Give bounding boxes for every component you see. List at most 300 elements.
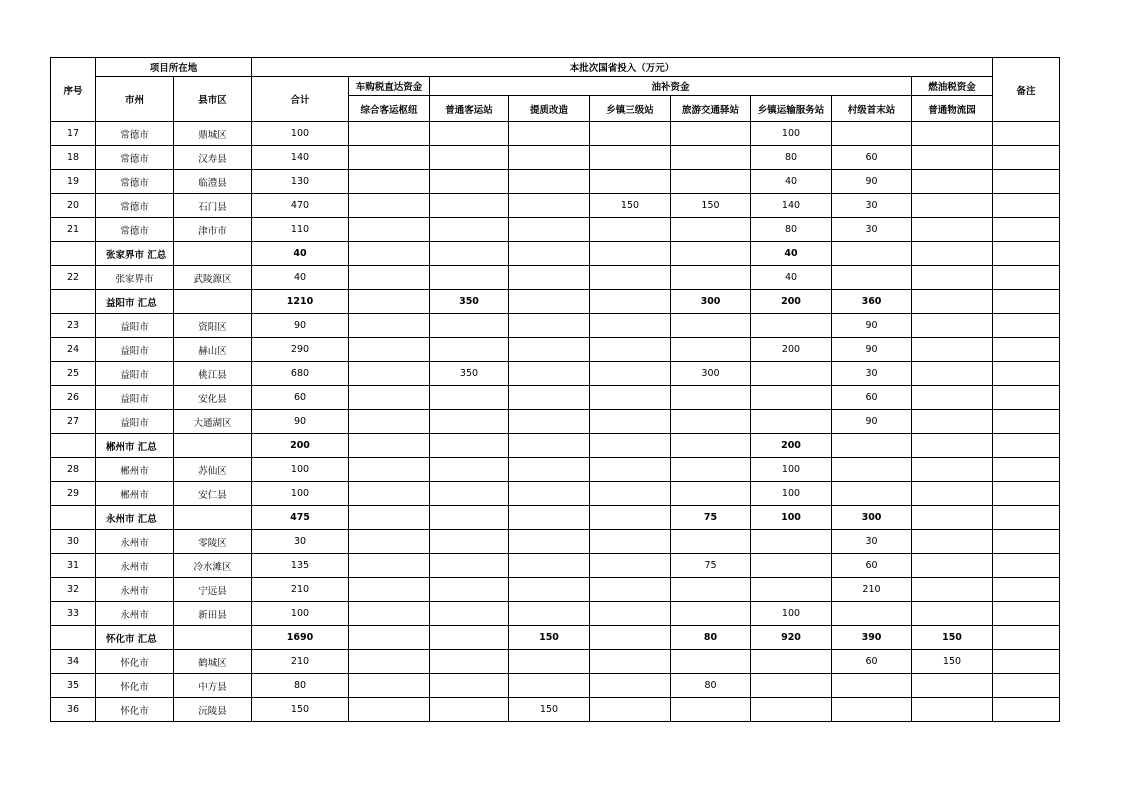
table-cell: [912, 266, 993, 290]
table-cell: [832, 434, 912, 458]
header-sub-village-terminal: 村级首末站: [832, 96, 912, 122]
table-cell: 益阳市: [96, 338, 174, 362]
table-cell: 30: [832, 362, 912, 386]
table-cell: [912, 314, 993, 338]
table-cell: [51, 506, 96, 530]
table-cell: 100: [252, 122, 349, 146]
table-cell: [671, 434, 751, 458]
table-cell: 80: [671, 626, 751, 650]
table-cell: [993, 314, 1060, 338]
table-cell: 80: [751, 218, 832, 242]
table-cell: [671, 410, 751, 434]
table-cell: 30: [51, 530, 96, 554]
table-cell: [751, 578, 832, 602]
table-cell: [349, 338, 430, 362]
table-cell: 32: [51, 578, 96, 602]
table-cell: 24: [51, 338, 96, 362]
table-cell: 怀化市: [96, 674, 174, 698]
table-cell: [671, 314, 751, 338]
table-cell: [832, 458, 912, 482]
table-cell: [430, 338, 509, 362]
table-cell: [51, 242, 96, 266]
table-cell: 20: [51, 194, 96, 218]
table-cell: [509, 314, 590, 338]
table-cell: [993, 170, 1060, 194]
table-cell: [671, 338, 751, 362]
table-cell: 150: [509, 698, 590, 722]
table-cell: 沅陵县: [174, 698, 252, 722]
table-cell: [832, 242, 912, 266]
table-cell: [912, 554, 993, 578]
table-cell: [349, 266, 430, 290]
subtotal-row: [51, 626, 1060, 650]
header-sub-transport-service: 乡镇运输服务站: [751, 96, 832, 122]
table-cell: [590, 266, 671, 290]
table-cell: [349, 194, 430, 218]
table-cell: [590, 218, 671, 242]
table-cell: [349, 386, 430, 410]
table-cell: 135: [252, 554, 349, 578]
table-cell: [671, 482, 751, 506]
table-cell: [590, 482, 671, 506]
table-cell: [993, 626, 1060, 650]
table-cell: 29: [51, 482, 96, 506]
table-cell: [671, 386, 751, 410]
table-cell: 90: [252, 410, 349, 434]
subtotal-label: 张家界市 汇总: [96, 242, 174, 266]
header-sub-logistics-park: 普通物流园: [912, 96, 993, 122]
table-cell: [832, 698, 912, 722]
table-cell: [590, 674, 671, 698]
table-cell: [509, 530, 590, 554]
table-cell: 150: [912, 626, 993, 650]
table-cell: [509, 386, 590, 410]
table-cell: [590, 362, 671, 386]
table-cell: 34: [51, 650, 96, 674]
table-cell: [590, 146, 671, 170]
table-cell: 苏仙区: [174, 458, 252, 482]
table-cell: 31: [51, 554, 96, 578]
table-cell: [912, 506, 993, 530]
table-cell: [509, 146, 590, 170]
header-sub-passenger-station: 普通客运站: [430, 96, 509, 122]
header-sub-hub: 综合客运枢纽: [349, 96, 430, 122]
table-cell: 30: [832, 530, 912, 554]
table-cell: [509, 362, 590, 386]
table-cell: [590, 698, 671, 722]
table-cell: [751, 386, 832, 410]
table-cell: [751, 314, 832, 338]
table-cell: 1210: [252, 290, 349, 314]
table-cell: [430, 602, 509, 626]
table-cell: 怀化市: [96, 698, 174, 722]
header-sub-township-station: 乡镇三级站: [590, 96, 671, 122]
table-cell: [912, 338, 993, 362]
table-cell: [590, 122, 671, 146]
table-cell: [671, 698, 751, 722]
table-cell: [509, 170, 590, 194]
table-cell: [751, 530, 832, 554]
table-cell: [671, 122, 751, 146]
table-cell: [832, 482, 912, 506]
table-cell: [430, 578, 509, 602]
table-cell: [349, 170, 430, 194]
table-cell: 140: [252, 146, 349, 170]
table-cell: 张家界市: [96, 266, 174, 290]
table-cell: 40: [252, 266, 349, 290]
table-cell: [509, 458, 590, 482]
table-cell: 赫山区: [174, 338, 252, 362]
table-cell: 永州市: [96, 602, 174, 626]
table-cell: [590, 338, 671, 362]
header-purchase-tax-group: 车购税直达资金: [349, 77, 430, 96]
table-cell: [51, 626, 96, 650]
table-cell: [430, 218, 509, 242]
table-cell: [912, 290, 993, 314]
table-cell: [509, 602, 590, 626]
table-cell: 汉寿县: [174, 146, 252, 170]
table-cell: 安仁县: [174, 482, 252, 506]
table-row: [51, 458, 1060, 482]
header-remarks: 备注: [993, 58, 1060, 122]
table-cell: 22: [51, 266, 96, 290]
table-cell: [509, 674, 590, 698]
table-cell: [590, 578, 671, 602]
header-seq: 序号: [51, 58, 96, 122]
table-cell: [993, 386, 1060, 410]
table-cell: [912, 362, 993, 386]
table-cell: 30: [832, 218, 912, 242]
investment-table: [50, 57, 1060, 722]
subtotal-row: [51, 290, 1060, 314]
table-cell: 75: [671, 554, 751, 578]
table-row: [51, 194, 1060, 218]
table-cell: [912, 674, 993, 698]
table-cell: [349, 122, 430, 146]
table-row: [51, 386, 1060, 410]
table-row: [51, 554, 1060, 578]
table-cell: 80: [252, 674, 349, 698]
table-cell: [509, 194, 590, 218]
table-cell: [349, 626, 430, 650]
table-cell: [912, 458, 993, 482]
table-cell: [993, 530, 1060, 554]
table-cell: [509, 290, 590, 314]
table-cell: [993, 674, 1060, 698]
table-cell: [912, 122, 993, 146]
table-cell: 100: [252, 602, 349, 626]
table-cell: 470: [252, 194, 349, 218]
table-cell: [671, 650, 751, 674]
table-cell: [912, 530, 993, 554]
table-cell: [430, 650, 509, 674]
table-cell: [993, 482, 1060, 506]
table-cell: [671, 218, 751, 242]
table-cell: [509, 506, 590, 530]
subtotal-label: 怀化市 汇总: [96, 626, 174, 650]
table-cell: 60: [832, 650, 912, 674]
table-cell: [430, 194, 509, 218]
table-row: [51, 146, 1060, 170]
table-cell: [349, 578, 430, 602]
table-cell: [832, 602, 912, 626]
table-cell: [430, 506, 509, 530]
table-cell: [751, 554, 832, 578]
table-cell: 津市市: [174, 218, 252, 242]
table-cell: 390: [832, 626, 912, 650]
table-cell: [671, 578, 751, 602]
table-cell: 桃江县: [174, 362, 252, 386]
table-cell: 18: [51, 146, 96, 170]
table-cell: 常德市: [96, 194, 174, 218]
table-cell: [993, 122, 1060, 146]
table-cell: [430, 410, 509, 434]
table-cell: [671, 458, 751, 482]
table-cell: [671, 266, 751, 290]
table-cell: 90: [832, 410, 912, 434]
table-cell: 150: [252, 698, 349, 722]
table-cell: 36: [51, 698, 96, 722]
table-cell: 宁远县: [174, 578, 252, 602]
table-cell: 90: [832, 314, 912, 338]
subtotal-row: [51, 434, 1060, 458]
table-cell: 益阳市: [96, 410, 174, 434]
table-cell: 60: [252, 386, 349, 410]
table-cell: [349, 602, 430, 626]
table-cell: 350: [430, 362, 509, 386]
table-cell: 武陵源区: [174, 266, 252, 290]
table-cell: 21: [51, 218, 96, 242]
table-cell: [349, 290, 430, 314]
table-cell: 920: [751, 626, 832, 650]
table-cell: 30: [252, 530, 349, 554]
table-cell: [590, 290, 671, 314]
table-cell: [430, 674, 509, 698]
table-cell: [430, 386, 509, 410]
table-cell: [671, 146, 751, 170]
header-city: 市州: [96, 77, 174, 122]
table-cell: 28: [51, 458, 96, 482]
table-cell: 郴州市: [96, 482, 174, 506]
table-cell: [912, 194, 993, 218]
table-cell: [751, 698, 832, 722]
table-cell: [590, 602, 671, 626]
table-cell: [174, 434, 252, 458]
table-cell: [509, 434, 590, 458]
table-cell: [349, 218, 430, 242]
table-cell: 40: [751, 242, 832, 266]
table-cell: [993, 410, 1060, 434]
table-cell: [993, 290, 1060, 314]
table-cell: 350: [430, 290, 509, 314]
table-cell: 40: [252, 242, 349, 266]
table-cell: [912, 146, 993, 170]
table-cell: [430, 458, 509, 482]
table-cell: 150: [912, 650, 993, 674]
table-row: [51, 410, 1060, 434]
table-cell: [993, 218, 1060, 242]
header-location-group: 项目所在地: [96, 58, 252, 77]
table-row: [51, 698, 1060, 722]
table-cell: 150: [509, 626, 590, 650]
table-cell: [349, 410, 430, 434]
table-cell: 140: [751, 194, 832, 218]
table-cell: [430, 242, 509, 266]
table-cell: [912, 218, 993, 242]
table-cell: [430, 626, 509, 650]
table-cell: [832, 674, 912, 698]
subtotal-label: 郴州市 汇总: [96, 434, 174, 458]
table-cell: [509, 218, 590, 242]
table-cell: [590, 554, 671, 578]
table-cell: 100: [252, 458, 349, 482]
header-fuel-tax-group: 燃油税资金: [912, 77, 993, 96]
table-cell: [590, 386, 671, 410]
table-cell: [349, 146, 430, 170]
table-cell: [349, 314, 430, 338]
table-row: [51, 266, 1060, 290]
table-cell: 80: [671, 674, 751, 698]
table-cell: 郴州市: [96, 458, 174, 482]
table-cell: 90: [832, 170, 912, 194]
table-cell: [590, 650, 671, 674]
table-cell: [671, 170, 751, 194]
table-cell: [590, 506, 671, 530]
table-cell: [349, 698, 430, 722]
table-cell: 中方县: [174, 674, 252, 698]
table-cell: 100: [751, 482, 832, 506]
table-cell: 石门县: [174, 194, 252, 218]
table-cell: [993, 578, 1060, 602]
table-cell: [51, 434, 96, 458]
table-row: [51, 362, 1060, 386]
table-cell: [509, 338, 590, 362]
table-cell: 60: [832, 146, 912, 170]
table-row: [51, 650, 1060, 674]
table-cell: [430, 554, 509, 578]
header-fuel-subsidy-group: 油补资金: [430, 77, 912, 96]
table-cell: [912, 170, 993, 194]
table-cell: 常德市: [96, 170, 174, 194]
table-cell: 60: [832, 554, 912, 578]
table-cell: 290: [252, 338, 349, 362]
table-cell: [349, 458, 430, 482]
header-sub-tourism-station: 旅游交通驿站: [671, 96, 751, 122]
table-cell: [993, 194, 1060, 218]
table-cell: 360: [832, 290, 912, 314]
table-cell: 19: [51, 170, 96, 194]
table-cell: 23: [51, 314, 96, 338]
table-cell: [174, 242, 252, 266]
table-cell: [751, 362, 832, 386]
table-cell: 新田县: [174, 602, 252, 626]
table-cell: [349, 482, 430, 506]
table-cell: 永州市: [96, 530, 174, 554]
table-cell: [174, 506, 252, 530]
table-cell: [993, 146, 1060, 170]
table-cell: [993, 434, 1060, 458]
table-cell: 永州市: [96, 578, 174, 602]
table-cell: [590, 410, 671, 434]
table-cell: [174, 626, 252, 650]
table-cell: 资阳区: [174, 314, 252, 338]
header-total: 合计: [252, 77, 349, 122]
table-cell: 100: [751, 506, 832, 530]
table-cell: [349, 434, 430, 458]
table-cell: [430, 530, 509, 554]
table-cell: [832, 122, 912, 146]
header-investment-group: 本批次国省投入（万元）: [252, 58, 993, 77]
table-cell: [993, 266, 1060, 290]
table-cell: 300: [671, 290, 751, 314]
table-cell: 永州市: [96, 554, 174, 578]
table-row: [51, 674, 1060, 698]
table-cell: 大通湖区: [174, 410, 252, 434]
table-cell: [174, 290, 252, 314]
table-cell: [751, 410, 832, 434]
table-cell: 鹤城区: [174, 650, 252, 674]
table-cell: 100: [751, 122, 832, 146]
table-cell: [349, 506, 430, 530]
table-cell: [349, 554, 430, 578]
table-cell: [349, 650, 430, 674]
table-cell: 300: [671, 362, 751, 386]
table-cell: [751, 674, 832, 698]
table-cell: 鼎城区: [174, 122, 252, 146]
table-cell: [993, 554, 1060, 578]
table-cell: 100: [751, 458, 832, 482]
table-cell: 130: [252, 170, 349, 194]
table-cell: [751, 650, 832, 674]
table-row: [51, 482, 1060, 506]
table-cell: [430, 146, 509, 170]
table-cell: 益阳市: [96, 314, 174, 338]
table-cell: 1690: [252, 626, 349, 650]
table-cell: 33: [51, 602, 96, 626]
header-county: 县市区: [174, 77, 252, 122]
table-cell: 475: [252, 506, 349, 530]
table-cell: [993, 458, 1060, 482]
table-cell: 17: [51, 122, 96, 146]
table-cell: 300: [832, 506, 912, 530]
table-cell: [509, 122, 590, 146]
table-cell: 150: [671, 194, 751, 218]
table-cell: [912, 242, 993, 266]
table-cell: [993, 602, 1060, 626]
table-cell: [912, 602, 993, 626]
table-cell: [590, 458, 671, 482]
table-cell: 30: [832, 194, 912, 218]
table-row: [51, 602, 1060, 626]
table-cell: 40: [751, 170, 832, 194]
subtotal-label: 永州市 汇总: [96, 506, 174, 530]
table-row: [51, 122, 1060, 146]
table-cell: [509, 266, 590, 290]
table-cell: 27: [51, 410, 96, 434]
table-cell: 零陵区: [174, 530, 252, 554]
table-row: [51, 530, 1060, 554]
table-cell: [671, 242, 751, 266]
table-cell: 安化县: [174, 386, 252, 410]
table-cell: [51, 290, 96, 314]
table-cell: 90: [832, 338, 912, 362]
table-cell: [509, 650, 590, 674]
table-cell: [832, 266, 912, 290]
table-row: [51, 170, 1060, 194]
table-cell: [430, 314, 509, 338]
table-cell: 40: [751, 266, 832, 290]
table-cell: [349, 674, 430, 698]
